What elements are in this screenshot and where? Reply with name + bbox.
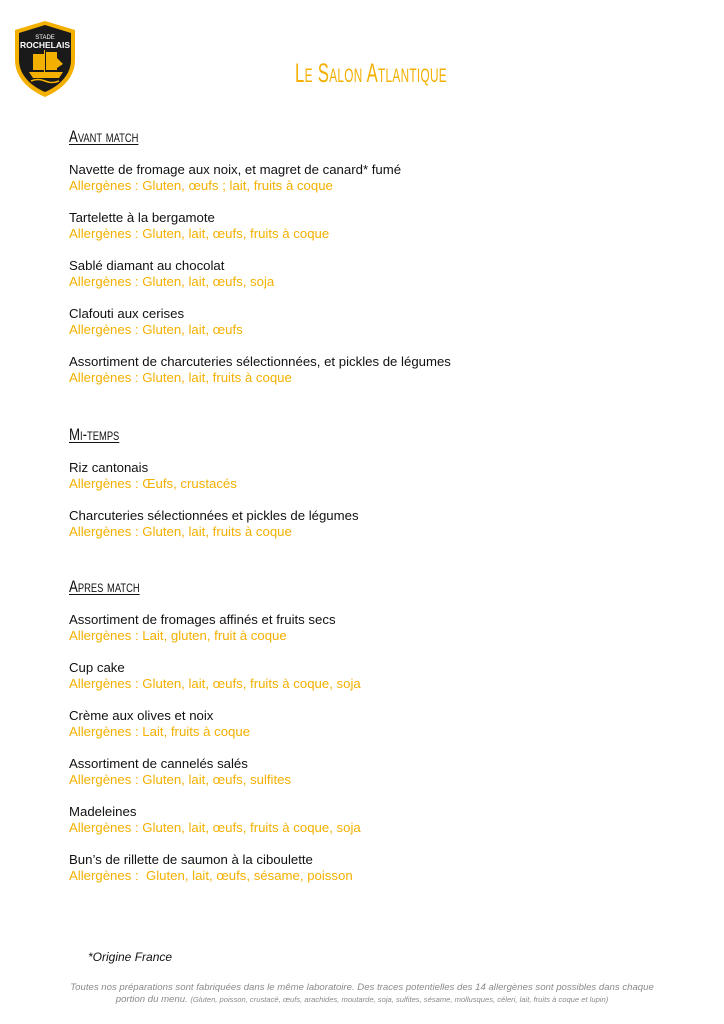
menu-item-name: Cup cake (69, 660, 125, 675)
menu-item (69, 804, 669, 836)
menu-item-allergens: Allergènes : Gluten, lait, fruits à coque (69, 370, 292, 385)
menu-item-allergens: Allergènes : Gluten, lait, fruits à coque (69, 524, 292, 539)
menu-item-name: Tartelette à la bergamote (69, 210, 215, 225)
page-title: Le Salon Atlantique (295, 58, 447, 88)
allergen-disclaimer (60, 982, 664, 1006)
menu-item-name: Crème aux olives et noix (69, 708, 214, 723)
disclaimer-text: Toutes nos préparations sont fabriquées dans le même laboratoire. Des traces potentielles des 14 allergènes sont possibles dans chaque portion du menu. (70, 982, 654, 1005)
menu-item-name: Navette de fromage aux noix, et magret de canard* fumé (69, 162, 402, 177)
menu-item (69, 162, 669, 194)
shield-logo-icon (13, 20, 77, 98)
section-mi-temps (69, 424, 669, 540)
menu-item-name: Madeleines (69, 804, 137, 819)
menu-item (69, 460, 669, 492)
menu-item (69, 258, 669, 290)
stade-rochelais-logo (13, 20, 77, 98)
menu-item-name: Assortiment de fromages affinés et fruits secs (69, 612, 336, 627)
menu-item-name: Assortiment de cannelés salés (69, 756, 248, 771)
menu-item (69, 210, 669, 242)
menu-item-allergens: Allergènes : Œufs, crustacés (69, 476, 237, 491)
menu-item-allergens: Allergènes : Gluten, lait, œufs, sulfites (69, 772, 292, 787)
menu-item-allergens: Allergènes : Gluten, lait, œufs, fruits à coque, soja (69, 676, 361, 691)
menu-item-name: Sablé diamant au chocolat (69, 258, 225, 273)
menu-item-allergens: Allergènes : Gluten, lait, œufs, fruits à coque (69, 226, 330, 241)
menu-item (69, 660, 669, 692)
menu-item-name: Clafouti aux cerises (69, 306, 185, 321)
menu-item-allergens: Allergènes : Gluten, lait, œufs, sésame, poisson (69, 868, 353, 883)
disclaimer-allergen-list: (Gluten, poisson, crustacé, œufs, arachides, moutarde, soja, sulfites, sésame, mollusques, céleri, lait, fruits à coque et lupin) (190, 995, 609, 1004)
menu-item-name: Bun’s de rillette de saumon à la ciboulette (69, 852, 313, 867)
menu-item (69, 756, 669, 788)
menu-item (69, 306, 669, 338)
menu-item (69, 852, 669, 884)
logo-text-line2: ROCHELAIS (19, 40, 71, 50)
section-apres-match (69, 576, 669, 884)
menu-item-name: Charcuteries sélectionnées et pickles de légumes (69, 508, 359, 523)
menu-item-name: Assortiment de charcuteries sélectionnées, et pickles de légumes (69, 354, 451, 369)
menu-item-allergens: Allergènes : Gluten, lait, œufs, fruits à coque, soja (69, 820, 361, 835)
menu-item-name: Riz cantonais (69, 460, 149, 475)
section-title: Apres match (69, 577, 140, 596)
menu-item (69, 612, 669, 644)
menu-item (69, 508, 669, 540)
menu-item-allergens: Allergènes : Gluten, lait, œufs, soja (69, 274, 275, 289)
menu-item (69, 708, 669, 740)
section-title: Mi-temps (69, 425, 120, 444)
menu-item-allergens: Allergènes : Gluten, lait, œufs (69, 322, 243, 337)
origin-footnote: *Origine France (88, 950, 173, 964)
logo-text-line1: STADE (35, 35, 55, 41)
menu-item (69, 354, 669, 386)
menu-item-allergens: Allergènes : Gluten, œufs ; lait, fruits à coque (69, 178, 333, 193)
section-avant-match (69, 126, 669, 386)
section-title: Avant match (69, 127, 139, 146)
menu-item-allergens: Allergènes : Lait, gluten, fruit à coque (69, 628, 287, 643)
menu-item-allergens: Allergènes : Lait, fruits à coque (69, 724, 251, 739)
